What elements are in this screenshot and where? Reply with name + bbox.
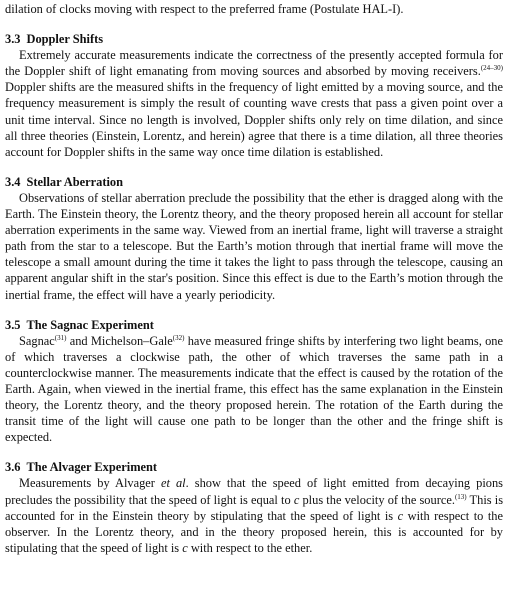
paragraph-text: plus the velocity of the source.	[299, 492, 455, 507]
section-sagnac-experiment	[5, 317, 503, 446]
section-heading	[5, 459, 503, 475]
section-paragraph	[5, 47, 503, 160]
section-heading	[5, 174, 503, 190]
section-number: 3.3	[5, 32, 21, 47]
paragraph-text: with respect to the observer. In the Lorentz theory, and in the theory proposed herein, this is accounted for by stipulating that the speed of light is	[5, 508, 504, 555]
paragraph-text: Extremely accurate measurements indicate the correctness of the presently accepted formula for the Doppler shift of light emanating from moving sources and absorbed by moving receivers.	[5, 48, 503, 79]
section-paragraph	[5, 333, 503, 446]
paragraph-text: . show that the speed of light emitted from decaying pions precludes the possibility that the speed of light is equal to	[5, 476, 503, 507]
section-doppler-shifts	[5, 31, 503, 160]
document-page	[0, 1, 507, 606]
section-paragraph	[5, 475, 503, 555]
paragraph-text: Observations of stellar aberration preclude the possibility that the ether is dragged along with the Earth. The Einstein theory, the Lorentz theory, and the theory proposed herein all account for stellar aberration experiments in the same way. Viewed from an inertial frame, light will traverse a straight path from the star to a telescope. But the Earth’s motion through that inertial frame will move the telescope a small amount during the time it takes the light to pass through the telescope, causing an apparent angular shift in the star's position. Since this effect is due to the Earth’s motion through the inertial frame, the effect will have a yearly periodicity.	[5, 190, 503, 302]
paragraph-text: This is accounted for in the Einstein theory by stipulating that the speed of light is	[5, 492, 504, 523]
variable-c: c	[397, 508, 404, 523]
section-heading	[5, 31, 503, 47]
citation: (24–30)	[480, 64, 503, 73]
section-stellar-aberration	[5, 174, 503, 303]
paragraph-text: with respect to the ether.	[187, 540, 313, 555]
paragraph-text-italic: et al	[160, 476, 186, 491]
citation: (13)	[454, 492, 467, 501]
variable-c: c	[182, 540, 188, 555]
section-number: 3.5	[5, 317, 21, 332]
citation: (31)	[54, 333, 67, 342]
section-title: Doppler Shifts	[26, 32, 104, 47]
paragraph-text: have measured fringe shifts by interfering two light beams, one of which traverses a clockwise path, the other of which traverses the same path in a counterclockwise manner. The measurements indicate that the effect is caused by the rotation of the Earth. Again, when viewed in the inertial frame, this effect has the same explanation in the Einstein theory, the Lorentz theory, and the theory proposed herein. The rotation of the Earth during the transit time of the light will cause one path to be longer than the other and the fringe shift is expected.	[5, 333, 503, 445]
section-number: 3.4	[5, 174, 21, 189]
paragraph-text: Doppler shifts are the measured shifts in the frequency of light emitted by a moving source, and the frequency measurement is simply the result of counting wave crests that pass a given point over a unit time interval. Since no length is involved, Doppler shifts only rely on time dilation, and since all three theories (Einstein, Lorentz, and herein) agree that there is a time dilation, all three theories account for Doppler shifts in the same way once time dilation is established.	[5, 80, 503, 159]
paragraph-text: and Michelson–Gale	[66, 333, 173, 348]
intro-text: dilation of clocks moving with respect to the preferred frame (Postulate HAL-I).	[5, 2, 404, 16]
variable-c: c	[293, 492, 300, 507]
section-heading	[5, 317, 503, 333]
section-paragraph	[5, 190, 503, 303]
section-title: Stellar Aberration	[26, 174, 123, 189]
paragraph-text: Sagnac	[19, 333, 55, 348]
citation: (32)	[172, 333, 185, 342]
section-number: 3.6	[5, 460, 21, 475]
paragraph-text: Measurements by Alvager	[19, 476, 161, 491]
section-title: The Sagnac Experiment	[26, 317, 154, 332]
section-title: The Alvager Experiment	[26, 460, 158, 475]
section-alvager-experiment	[5, 459, 503, 556]
